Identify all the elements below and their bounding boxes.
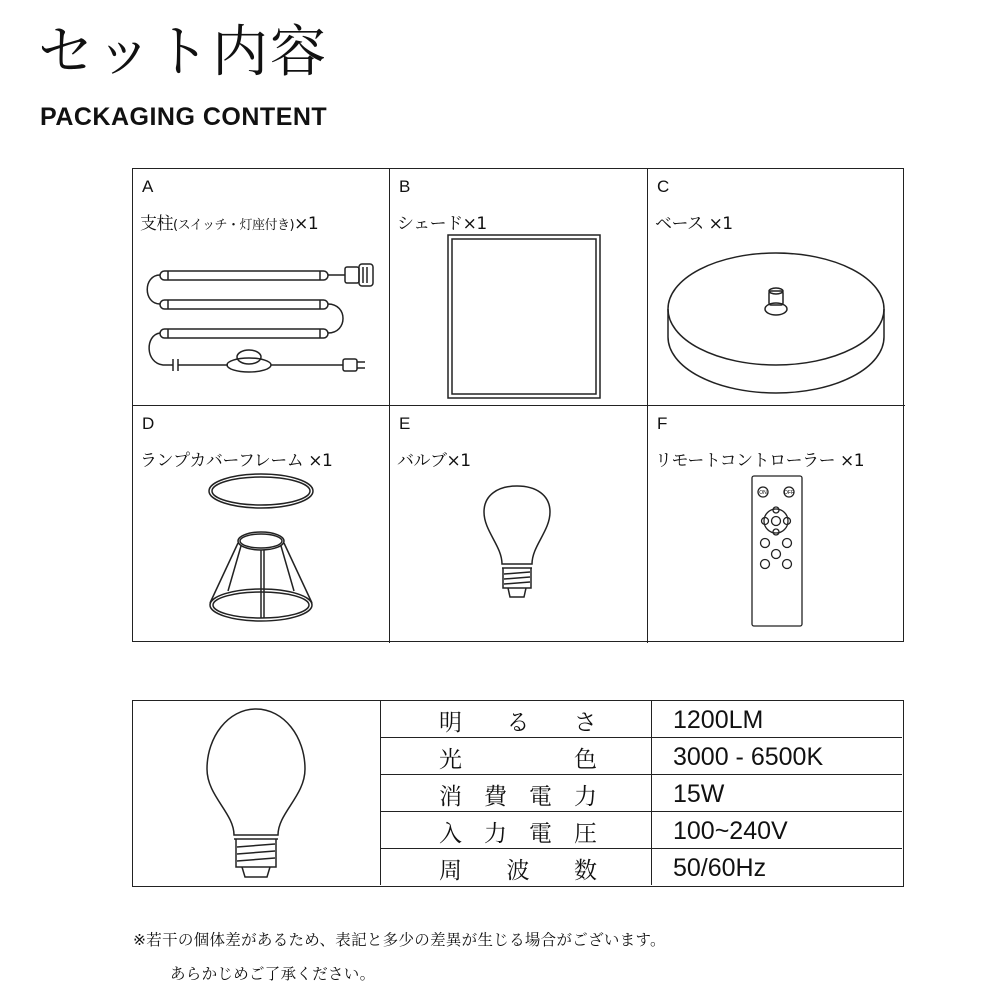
- pole-illustration: [133, 169, 390, 406]
- item-a-cell: [133, 169, 390, 406]
- item-f-cell: [648, 406, 905, 643]
- spec-row-color: [381, 737, 902, 775]
- item-name: 支柱(スイッチ・灯座付き)×1: [140, 214, 319, 234]
- spec-row-voltage: [381, 811, 902, 849]
- item-name: バルブ×1: [397, 451, 471, 471]
- spec-row-power: [381, 774, 902, 812]
- spec-value: 15W: [673, 780, 725, 808]
- page-title: セット内容: [38, 20, 328, 85]
- spec-value: 1200LM: [673, 706, 764, 734]
- remote-off-label: OFF: [784, 490, 794, 496]
- spec-label: 消 費 電 力: [439, 783, 597, 810]
- frame-illustration: [133, 406, 390, 643]
- disclaimer-note: ※若干の個体差があるため、表記と多少の差異が生じる場合がございます。: [133, 931, 666, 949]
- base-illustration: [648, 169, 905, 406]
- spec-value: 100~240V: [673, 817, 788, 845]
- shade-illustration: [390, 169, 648, 406]
- spec-label: 周 波 数: [439, 857, 597, 884]
- spec-row-frequency: [381, 848, 902, 886]
- spec-label: 入 力 電 圧: [439, 820, 597, 847]
- bulb-illustration: [390, 406, 648, 643]
- item-name: ランプカバーフレーム ×1: [140, 451, 333, 471]
- item-letter: A: [142, 177, 154, 196]
- spec-label: 明 る さ: [439, 709, 597, 736]
- item-name: リモートコントローラー ×1: [655, 451, 865, 471]
- item-letter: B: [399, 177, 411, 196]
- spec-rows: [381, 701, 902, 885]
- item-letter: E: [399, 414, 411, 433]
- remote-on-label: ON: [759, 490, 767, 496]
- item-letter: F: [657, 414, 668, 433]
- spec-table: [132, 700, 904, 887]
- item-d-cell: [133, 406, 390, 643]
- spec-bulb-cell: [133, 701, 381, 885]
- remote-illustration: [648, 406, 905, 643]
- spec-value: 50/60Hz: [673, 854, 767, 882]
- item-name: ベース ×1: [655, 214, 733, 234]
- contents-grid: [132, 168, 904, 642]
- spec-value: 3000 - 6500K: [673, 743, 824, 771]
- item-b-cell: [390, 169, 648, 406]
- item-c-cell: [648, 169, 905, 406]
- item-letter: D: [142, 414, 155, 433]
- item-e-cell: [390, 406, 648, 643]
- spec-bulb-illustration: [133, 701, 380, 885]
- page-subtitle: PACKAGING CONTENT: [40, 103, 328, 131]
- item-name: シェード×1: [397, 214, 487, 234]
- spec-row-brightness: [381, 701, 902, 738]
- disclaimer-note-2: あらかじめご了承ください。: [170, 965, 376, 983]
- spec-label: 光 色: [439, 746, 597, 773]
- item-letter: C: [657, 177, 670, 196]
